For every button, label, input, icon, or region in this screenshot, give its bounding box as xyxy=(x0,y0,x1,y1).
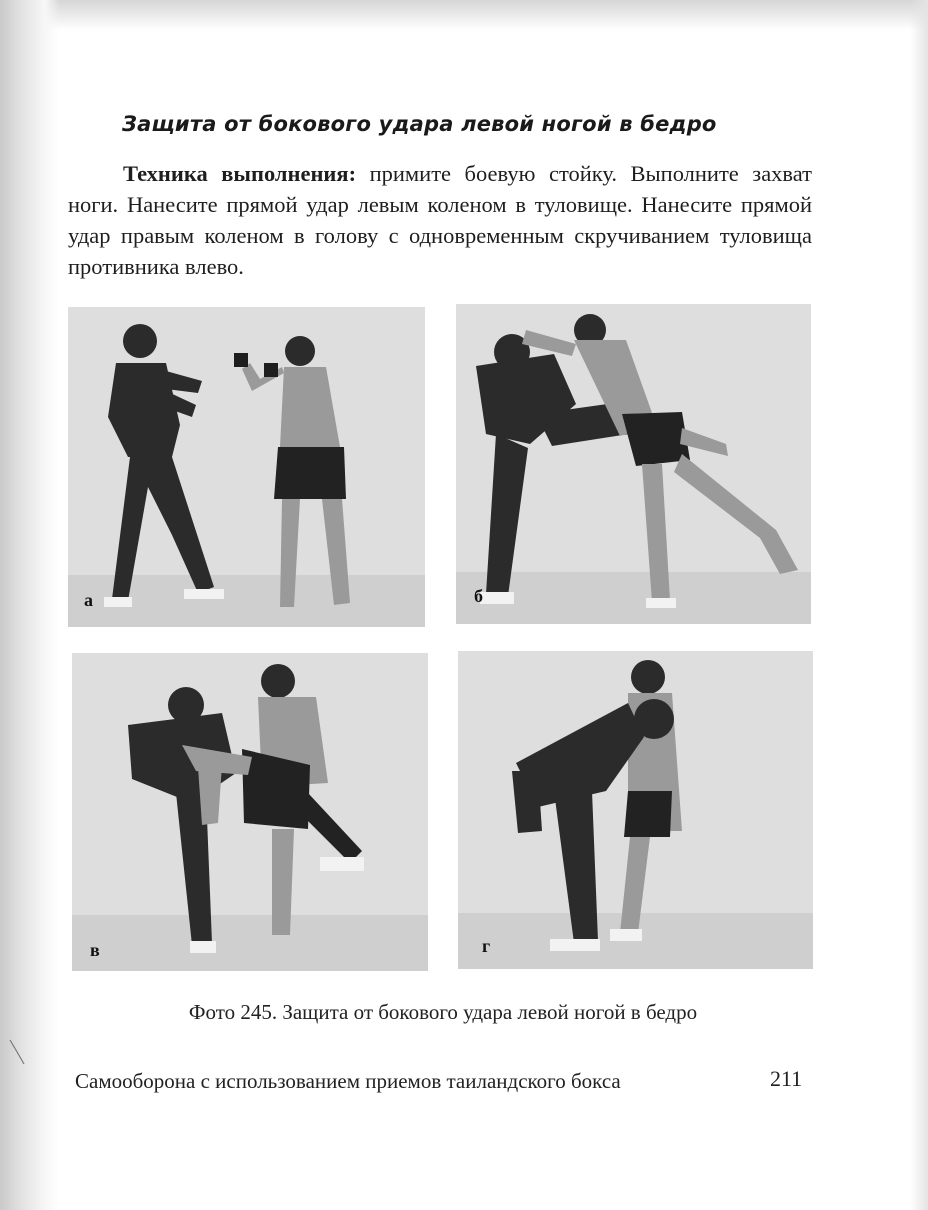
photo-c xyxy=(72,653,428,971)
technique-text: примите боевую стойку. Выполните захват ноги. Нанесите прямой удар левым коленом в туловище. Нанесите прямой удар правым коленом в голову с одновременным скручиванием туловища противника влево. xyxy=(68,161,812,279)
scan-top-edge xyxy=(0,0,928,30)
photo-caption: Фото 245. Защита от бокового удара левой ногой в бедро xyxy=(188,1000,698,1024)
page-number: 211 xyxy=(770,1066,803,1091)
technique-lead: Техника выполнения: xyxy=(123,161,357,186)
photo-c-label: в xyxy=(90,940,100,960)
scan-pen-mark xyxy=(8,1038,28,1068)
photo-b-label: б xyxy=(474,586,483,606)
photo-a-image xyxy=(68,307,425,627)
photo-b xyxy=(456,304,811,624)
section-heading: Защита от бокового удара левой ногой в бедро xyxy=(122,112,717,136)
photo-a-label: а xyxy=(84,590,93,610)
photo-c-image xyxy=(72,653,428,971)
running-footer-title: Самооборона с использованием приемов таиландского бокса xyxy=(75,1069,621,1093)
photo-d-image xyxy=(458,651,813,969)
photo-a xyxy=(68,307,425,627)
scan-right-edge xyxy=(910,0,928,1210)
photo-d xyxy=(458,651,813,969)
scan-left-edge xyxy=(0,0,60,1210)
technique-paragraph xyxy=(68,158,812,282)
photo-b-image xyxy=(456,304,811,624)
photo-d-label: г xyxy=(482,936,491,956)
